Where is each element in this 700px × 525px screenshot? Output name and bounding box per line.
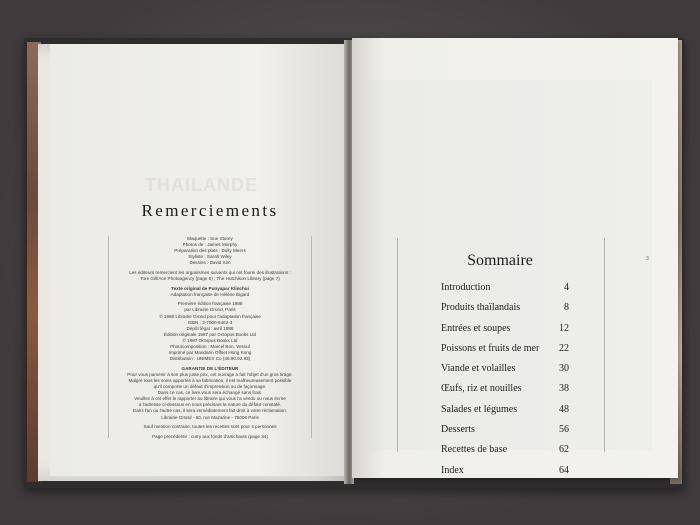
credit-line: qu'il comporte un défaut d'impression ou de façonnage. bbox=[153, 384, 267, 390]
credit-line: Adaptation française de Hélène Bigard bbox=[170, 291, 250, 297]
toc-entry-page: 56 bbox=[559, 424, 569, 436]
credit-line: Les éditeurs remercient les organismes suivants qui ont fourni des illustrations : bbox=[129, 269, 291, 275]
credit-line: Tore Gill/Ace Photoagency (page 5) ; The Hutchison Library (page 7) bbox=[140, 276, 280, 282]
toc-entry-page: 64 bbox=[559, 464, 569, 476]
credit-line: par Librairie Gründ, Paris bbox=[184, 307, 236, 313]
credit-line: Librairie Gründ - 60, rue Mazarine - 75006 Paris bbox=[161, 414, 259, 420]
credit-line: Page precédente : curry aux fonds d'artichauts (page 34) bbox=[152, 433, 268, 439]
credit-line: Dans l'un ou l'autre cas, il sera immédiatement fait droit à votre réclamation. bbox=[132, 408, 288, 414]
acknowledgements-title: Remerciements bbox=[141, 201, 279, 220]
credits-block bbox=[112, 236, 308, 440]
toc-entry-label: Entrées et soupes bbox=[441, 322, 511, 334]
toc-entry bbox=[441, 383, 569, 403]
table-of-contents bbox=[441, 282, 569, 485]
credit-line: GARANTIE DE L'ÉDITEUR bbox=[181, 365, 239, 371]
credit-line: Première édition française 1988 bbox=[177, 301, 243, 307]
credit-line: à l'adresse ci-dessous en nous précisant la nature du défaut constaté. bbox=[138, 402, 282, 408]
toc-entry-page: 22 bbox=[559, 342, 569, 354]
credit-line: Dans ce cas, ce livre vous sera échangé sans frais. bbox=[157, 390, 263, 396]
toc-entry bbox=[441, 404, 569, 424]
credit-line: Sauf mention contraire, toutes les recettes sont pour 4 personnes bbox=[143, 424, 277, 430]
toc-entry-label: Index bbox=[441, 464, 464, 476]
credit-line: Veuillez à cet effet le rapporter au libraire qui vous l'a vendu ou nous écrire bbox=[134, 396, 286, 402]
toc-entry bbox=[441, 302, 569, 322]
toc-entry bbox=[441, 343, 569, 363]
toc-entry bbox=[441, 424, 569, 444]
credit-line: © 1988 Librairie Gründ pour l'adaptation française bbox=[159, 313, 261, 319]
toc-entry-label: Desserts bbox=[441, 424, 475, 436]
credit-line: Malgré tous les soins apportés à sa fabrication, il est malheureusement possible bbox=[128, 377, 292, 383]
credit-line: Préparation des plats : Dolly Meers bbox=[174, 248, 246, 254]
toc-entry-label: Introduction bbox=[441, 282, 491, 293]
credit-line: Imprimé par Mandarin Offset Hong Kong bbox=[168, 350, 252, 356]
toc-entry-label: Salades et légumes bbox=[441, 403, 518, 415]
credit-line: Dépôt légal : avril 1988 bbox=[186, 325, 234, 331]
toc-entry-label: Œufs, riz et nouilles bbox=[441, 383, 522, 395]
toc-entry-label: Viande et volailles bbox=[441, 363, 516, 375]
credit-line: © 1987 Octopus Books Ltd bbox=[182, 337, 238, 343]
credit-line: Photocomposition : Marcel Bon, Vesoul bbox=[170, 344, 250, 349]
toc-entry-page: 8 bbox=[564, 302, 569, 314]
toc-entry bbox=[441, 363, 569, 383]
toc-entry-page: 38 bbox=[559, 383, 569, 395]
toc-entry-label: Recettes de base bbox=[441, 444, 508, 456]
toc-entry-label: Poissons et fruits de mer bbox=[441, 342, 540, 354]
contents-title: Sommaire bbox=[467, 252, 533, 269]
show-through-title: THAILANDE bbox=[145, 175, 258, 195]
credit-line: Dessins : David Sim bbox=[189, 260, 231, 266]
toc-entry-label: Produits thaïlandais bbox=[441, 302, 521, 314]
credit-line: Édition originale 1987 par Octopus Books Ltd bbox=[163, 331, 257, 337]
toc-entry-page: 48 bbox=[559, 403, 569, 415]
credit-line: Pour vous parvenir à son plus juste prix, cet ouvrage a fait l'objet d'un gros tirage. bbox=[127, 371, 293, 377]
toc-entry bbox=[441, 282, 569, 302]
credit-line: Texte original de Punyapar Klinchui bbox=[171, 285, 249, 291]
toc-entry-page: 62 bbox=[559, 444, 569, 456]
credit-line: Distribution : UNIMEX Co (46.90.92.93) bbox=[169, 356, 251, 362]
toc-entry-page: 30 bbox=[559, 363, 569, 375]
toc-entry bbox=[441, 465, 569, 485]
credit-line: ISBN : 2-7000-6462-3 bbox=[187, 319, 233, 325]
credit-line: Styliste : Sarah Wiley bbox=[188, 254, 232, 260]
credit-line: Photos de : James Murphy bbox=[182, 242, 238, 248]
credit-line: Maquette : Sue Storey bbox=[187, 236, 233, 241]
toc-entry-page: 4 bbox=[564, 282, 569, 293]
toc-entry bbox=[441, 444, 569, 464]
toc-entry bbox=[441, 323, 569, 343]
toc-entry-page: 12 bbox=[559, 322, 569, 334]
page-number: 3 bbox=[646, 256, 649, 262]
